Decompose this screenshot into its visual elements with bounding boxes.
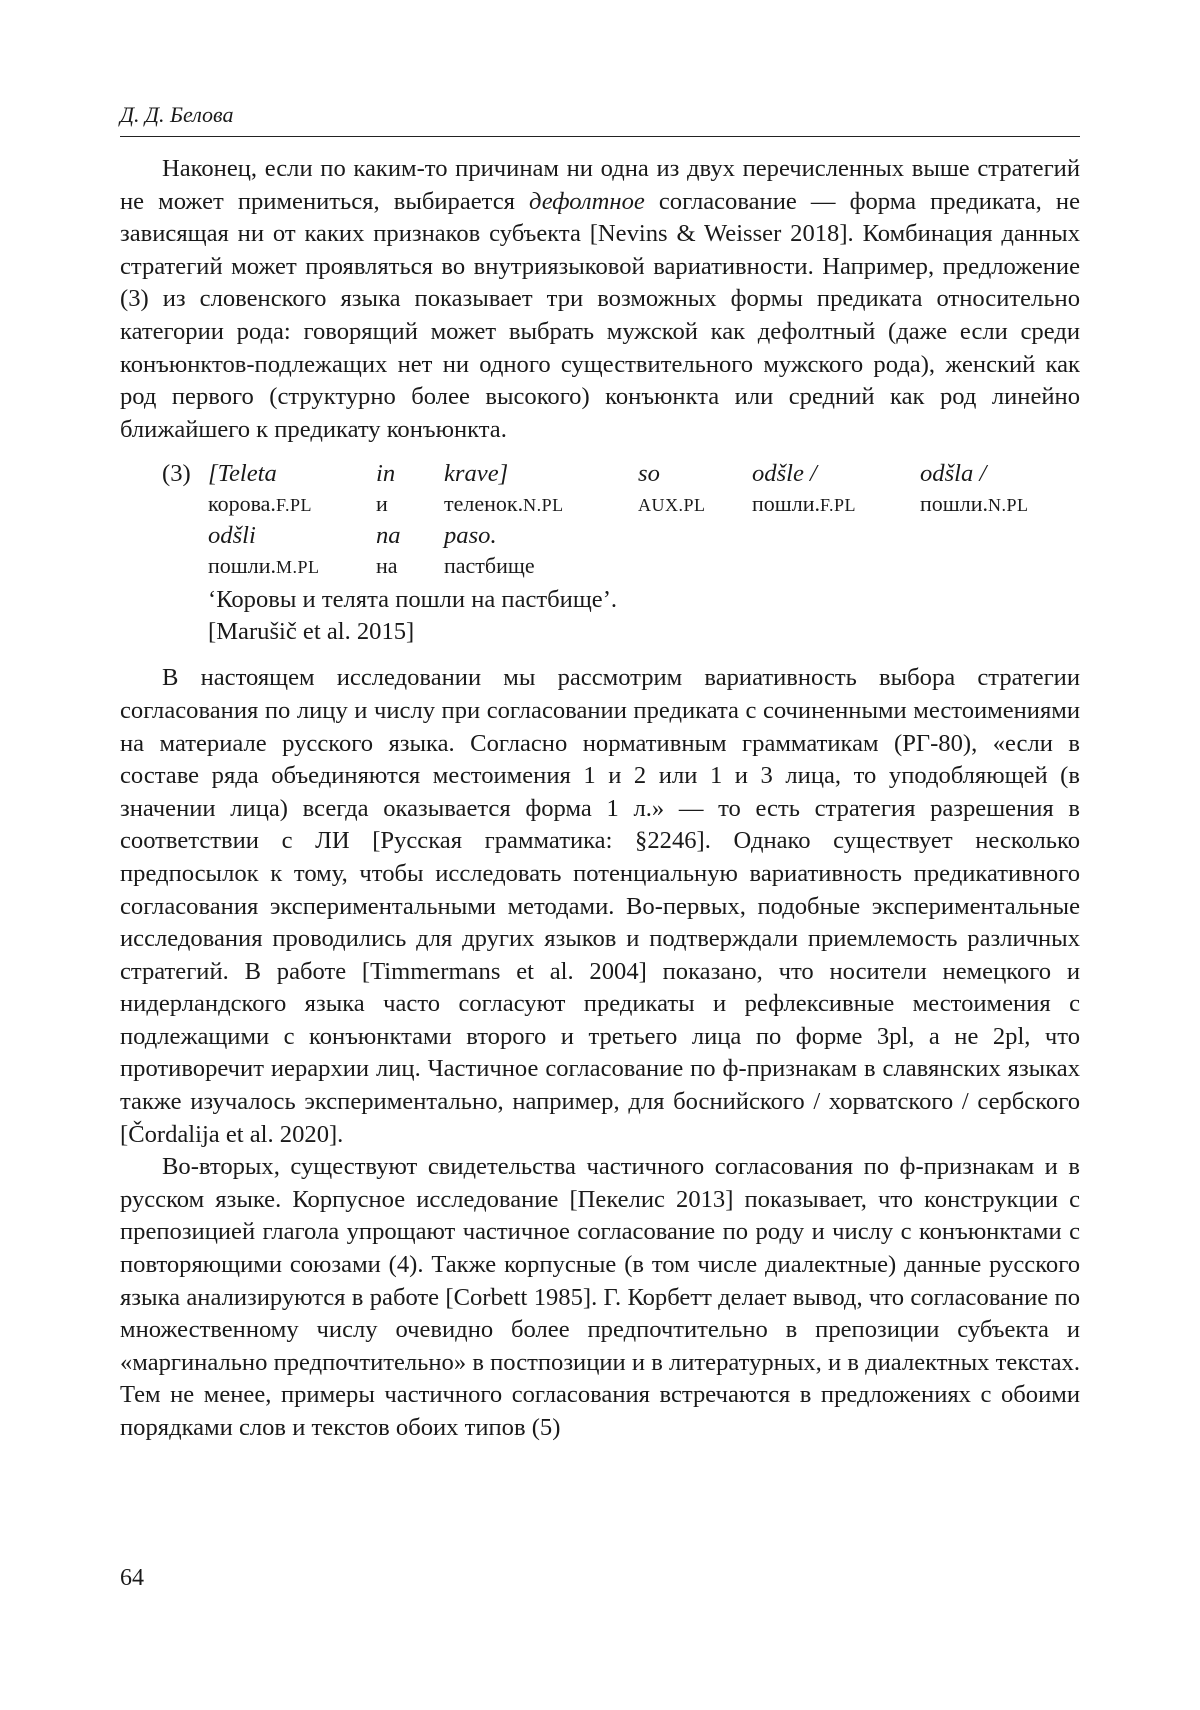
example-gloss-line-2: [208, 553, 1080, 584]
example-number: (3): [162, 460, 191, 488]
word: in: [376, 460, 396, 488]
paragraph-2: В настоящем исследовании мы рассмотрим вариативность выбора стратегии согласования по лицу и числу при согласовании предиката с сочиненными местоимениями на материале русского языка. Согласно нормативным грамматикам (РГ-80), «если в составе ряда объединяются местоимения 1 и 2 или 1 и 3 лица, то уподобляющей (в значении лица) всегда оказывается форма 1 л.» — то есть стратегия разрешения в соответствии с ЛИ [Русская грамматика: §2246]. Однако существует несколько предпосылок к тому, чтобы исследовать потенциальную вариативность предикативного согласования экспериментальными методами. Во-первых, подобные экспериментальные исследования проводились для других языков и подтверждали приемлемость различных стратегий. В работе [Timmermans et al. 2004] показано, что носители немецкого и нидерландского языка часто согласуют предикаты и рефлексивные местоимения с подлежащими с конъюнктами второго и третьего лица по форме 3pl, а не 2pl, что противоречит иерархии лиц. Частичное согласование по ф-признакам в славянских языках также изучалось экспериментально, например, для боснийского / хорватского / сербского [Čordalija et al. 2020].: [120, 664, 1080, 1148]
gloss: пошли.M.PL: [208, 553, 320, 579]
example-3: [120, 460, 1080, 648]
gloss: и: [376, 491, 388, 517]
example-source-citation: [Marušič et al. 2015]: [208, 618, 415, 646]
gloss: пастбище: [444, 553, 535, 579]
word: na: [376, 522, 401, 550]
gloss: AUX.PL: [638, 495, 706, 516]
paragraph-1: [120, 153, 1080, 446]
word: krave]: [444, 460, 509, 488]
gloss: на: [376, 553, 398, 579]
paragraph-1-text-b: согласование — форма предиката, не зависящая ни от каких признаков субъекта [Nevins & Weisser 2018]. Комбинация данных стратегий может проявляться во внутриязыковой вариативности. Например, предложение (3) из словенского языка показывает три возможных формы предиката относительно категории рода: говорящий может выбрать мужской как дефолтный (даже если среди конъюнктов-подлежащих нет ни одного существительного мужского рода), женский как род первого (структурно более высокого) конъюнкта или средний как род линейно ближайшего к предикату конъюнкта.: [120, 187, 1081, 443]
page-number: 64: [120, 1565, 144, 1591]
word: so: [638, 460, 660, 488]
paragraph-3: Во-вторых, существуют свидетельства частичного согласования по ф-признакам и в русском языке. Корпусное исследование [Пекелис 2013] показывает, что конструкции с препозицией глагола упрощают частичное согласование по роду и числу с конъюнктами с повторяющими союзами (4). Также корпусные (в том числе диалектные) данные русского языка анализируются в работе [Corbett 1985]. Г. Корбетт делает вывод, что согласование по множественному числу очевидно более предпочтительно в препозиции субъекта и «маргинально предпочтительно» в постпозиции и в литературных, и в диалектных текстах. Тем не менее, примеры частичного согласования встречаются в предложениях с обоими порядками слов и текстов обоих типов (5): [120, 1153, 1080, 1441]
gloss: теленок.N.PL: [444, 491, 564, 517]
page: [120, 100, 1080, 1445]
running-head: Д. Д. Белова: [120, 100, 1080, 137]
word: odšli: [208, 522, 256, 550]
paragraph-1-emphasis: дефолтное: [529, 187, 645, 215]
gloss: корова.F.PL: [208, 491, 313, 517]
example-source-line-1: [208, 460, 1080, 491]
word: odšla /: [920, 460, 987, 488]
example-translation: ‘Коровы и телята пошли на пастбище’.: [208, 586, 618, 614]
gloss: пошли.N.PL: [920, 491, 1029, 517]
gloss: пошли.F.PL: [752, 491, 857, 517]
example-source-line-2: [208, 522, 1080, 553]
paragraph-1-text-a: Наконец, если по каким-то причинам ни одна из двух перечисленных выше стратегий не может примениться, выбирается: [120, 155, 1080, 215]
word: odšle /: [752, 460, 817, 488]
word: [Teleta: [208, 460, 277, 488]
word: paso.: [444, 522, 497, 550]
example-gloss-line-1: [208, 491, 1080, 522]
